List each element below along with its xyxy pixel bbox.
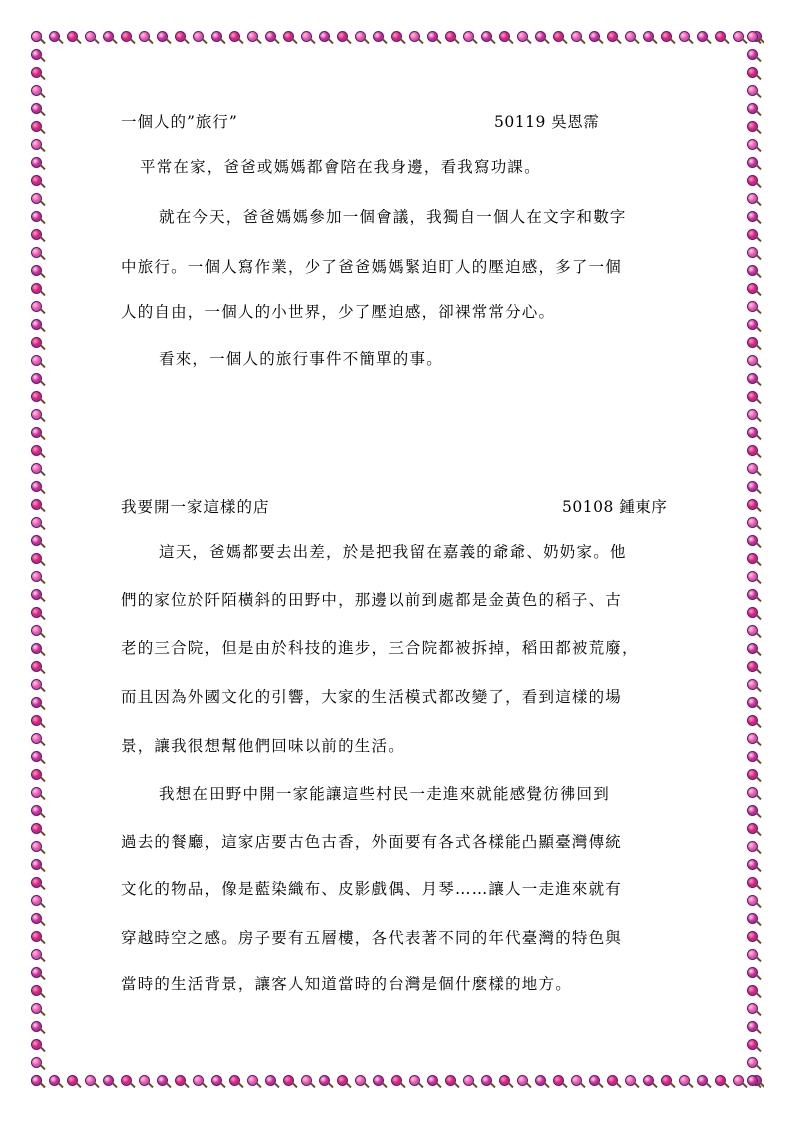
essay2-line: 們的家位於阡陌橫斜的田野中，那邊以前到處都是金黃色的稻子、古	[121, 591, 623, 609]
essay1-paragraph: 平常在家，爸爸或媽媽都會陪在我身邊，看我寫功課。	[140, 158, 541, 176]
essay2-line: 景，讓我很想幫他們回味以前的生活。	[121, 737, 405, 755]
essay2-line: 穿越時空之感。房子要有五層樓，各代表著不同的年代臺灣的特色與	[121, 929, 623, 947]
essay1-author: 50119 吳恩霈	[494, 113, 600, 131]
essay2-line: 過去的餐廳，這家店要古色古香，外面要有各式各樣能凸顯臺灣傳統	[121, 833, 623, 851]
essay2-author: 50108 鍾東序	[562, 498, 668, 516]
essay2-line: 當時的生活背景，讓客人知道當時的台灣是個什麼樣的地方。	[121, 975, 572, 993]
essay1-paragraph: 中旅行。一個人寫作業，少了爸爸媽媽緊迫盯人的壓迫感，多了一個	[121, 258, 623, 276]
essay2-line: 我想在田野中開一家能讓這些村民一走進來就能感覺彷彿回到	[159, 785, 610, 803]
essay1-title: 一個人的”旅行”	[121, 113, 238, 131]
essay2-line: 老的三合院，但是由於科技的進步，三合院都被拆掉，稻田都被荒廢，	[121, 639, 639, 657]
essay1-paragraph: 看來，一個人的旅行事件不簡單的事。	[159, 350, 443, 368]
essay2-line: 文化的物品，像是藍染織布、皮影戲偶、月琴……讓人一走進來就有	[121, 880, 623, 898]
essay2-title: 我要開一家這樣的店	[121, 498, 270, 516]
essay2-line: 這天，爸媽都要去出差，於是把我留在嘉義的爺爺、奶奶家。他	[159, 543, 627, 561]
essay1-paragraph: 人的自由，一個人的小世界，少了壓迫感，卻裸常常分心。	[121, 303, 556, 321]
essay1-paragraph: 就在今天，爸爸媽媽參加一個會議，我獨自一個人在文字和數字	[159, 208, 627, 226]
essay2-line: 而且因為外國文化的引響，大家的生活模式都改變了，看到這樣的場	[121, 688, 623, 706]
